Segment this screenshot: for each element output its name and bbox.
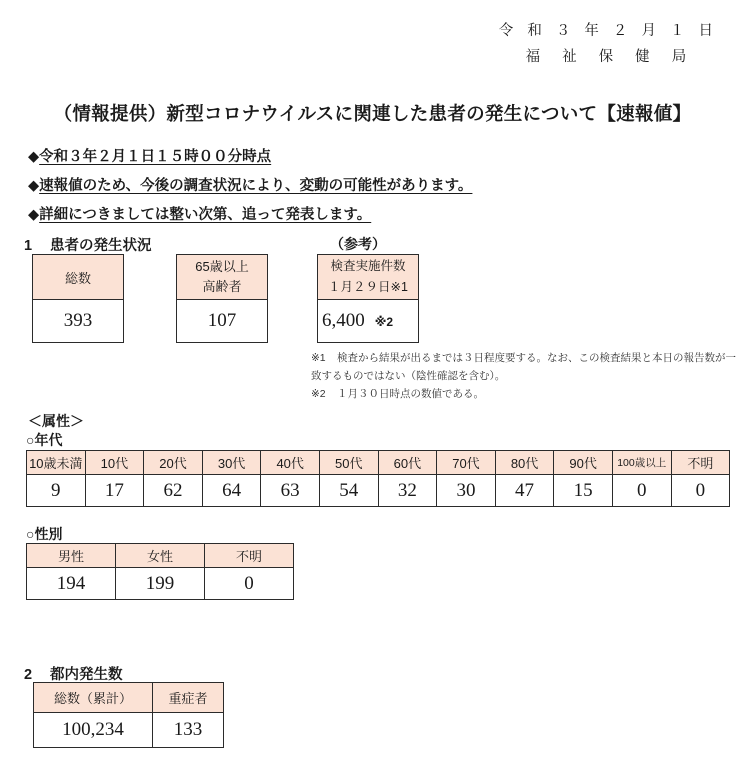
- table-row: [177, 255, 268, 300]
- age-header-cell: 10代: [85, 451, 144, 475]
- age-header-cell: 30代: [202, 451, 261, 475]
- age-value-cell: 32: [378, 475, 437, 507]
- age-header-cell: 80代: [495, 451, 554, 475]
- age-value-cell: 30: [437, 475, 496, 507]
- total-value: 393: [33, 300, 124, 343]
- note-text: 詳細につきましては整い次第、追って発表します。: [39, 207, 372, 223]
- age-header-cell: 20代: [144, 451, 203, 475]
- age-header-cell: 100歳以上: [612, 451, 671, 475]
- header-date: 令 和 ３ 年 ２ 月 １ 日: [498, 23, 718, 39]
- table-row: [177, 300, 268, 343]
- total-cases-table: [32, 254, 124, 343]
- table-row: [33, 255, 124, 300]
- age-value-cell: 63: [261, 475, 320, 507]
- section2-title: 都内発生数: [50, 667, 123, 683]
- age-value-cell: 9: [27, 475, 86, 507]
- tests-value-note: ※2: [374, 315, 394, 329]
- age-value-cell: 15: [554, 475, 613, 507]
- age-group-label: ○年代: [26, 432, 63, 448]
- sex-value-cell: 199: [116, 568, 205, 600]
- tests-header: [318, 255, 419, 300]
- age-value-cell: 54: [319, 475, 378, 507]
- section1-number: 1: [24, 238, 33, 254]
- total-header: 総数: [33, 255, 124, 300]
- footnotes: [311, 349, 741, 403]
- tokyo-cases-table: [33, 682, 224, 748]
- footnote-2-text: １月３０日時点の数値である。: [337, 388, 484, 400]
- elderly-cases-table: [176, 254, 268, 343]
- elderly-header-line2: 高齢者: [202, 279, 242, 294]
- section2-number: 2: [24, 667, 33, 683]
- age-distribution-table: [26, 450, 730, 507]
- footnote-1-label: ※1: [311, 352, 326, 364]
- age-header-cell: 60代: [378, 451, 437, 475]
- age-value-cell: 64: [202, 475, 261, 507]
- table-row: [27, 568, 294, 600]
- notes-list: [28, 143, 472, 230]
- tests-header-line2: １月２９日※1: [328, 280, 408, 294]
- tokyo-value-cell: 133: [153, 713, 224, 748]
- age-header-cell: 70代: [437, 451, 496, 475]
- footnote-1-text: 検査から結果が出るまでは３日程度要する。なお、この検査結果と本日の報告数が一致するものではない（陰性確認を含む）。: [311, 352, 736, 382]
- age-value-cell: 62: [144, 475, 203, 507]
- document-header: [499, 18, 718, 70]
- table-row: [34, 713, 224, 748]
- footnote-2-label: ※2: [311, 388, 326, 400]
- age-value-cell: 17: [85, 475, 144, 507]
- table-row: [318, 255, 419, 300]
- age-header-cell: 50代: [319, 451, 378, 475]
- section2-heading: [24, 663, 123, 684]
- note-line: [28, 143, 472, 172]
- note-line: [28, 172, 472, 201]
- tests-conducted-table: [317, 254, 419, 343]
- note-line: [28, 201, 472, 230]
- age-value-cell: 0: [671, 475, 730, 507]
- tokyo-value-cell: 100,234: [34, 713, 153, 748]
- note-text: 速報値のため、今後の調査状況により、変動の可能性があります。: [39, 178, 473, 194]
- age-header-cell: 40代: [261, 451, 320, 475]
- section1-title: 患者の発生状況: [50, 238, 152, 254]
- age-header-cell: 90代: [554, 451, 613, 475]
- tokyo-header-cell: 総数（累計）: [34, 683, 153, 713]
- header-department: 福 祉 保 健 局: [525, 49, 696, 65]
- elderly-value: 107: [177, 300, 268, 343]
- tests-value-cell: [318, 300, 419, 343]
- diamond-bullet-icon: ◆: [28, 207, 40, 223]
- diamond-bullet-icon: ◆: [28, 178, 40, 194]
- sex-value-cell: 0: [205, 568, 294, 600]
- age-value-cell: 0: [612, 475, 671, 507]
- elderly-header-line1: 65歳以上: [195, 259, 249, 274]
- footnote-2: [311, 385, 741, 403]
- table-row: [318, 300, 419, 343]
- reference-label: （参考）: [330, 236, 386, 252]
- age-value-cell: 47: [495, 475, 554, 507]
- age-header-cell: 不明: [671, 451, 730, 475]
- tests-header-line1: 検査実施件数: [330, 259, 406, 273]
- sex-header-cell: 女性: [116, 544, 205, 568]
- sex-header-cell: 男性: [27, 544, 116, 568]
- attributes-label: ＜属性＞: [28, 413, 84, 429]
- diamond-bullet-icon: ◆: [28, 149, 40, 165]
- tokyo-header-cell: 重症者: [153, 683, 224, 713]
- table-header-row: [27, 451, 730, 475]
- section1-heading: [24, 234, 152, 255]
- sex-value-cell: 194: [27, 568, 116, 600]
- table-row: [27, 475, 730, 507]
- page-title: （情報提供）新型コロナウイルスに関連した患者の発生について【速報値】: [53, 103, 692, 124]
- table-header-row: [27, 544, 294, 568]
- footnote-1: [311, 349, 741, 385]
- sex-label: ○性別: [26, 526, 63, 542]
- note-text: 令和３年２月１日１５時００分時点: [39, 149, 272, 165]
- elderly-header: [177, 255, 268, 300]
- table-header-row: [34, 683, 224, 713]
- tests-value: 6,400: [322, 310, 365, 331]
- table-row: [33, 300, 124, 343]
- sex-distribution-table: [26, 543, 294, 600]
- sex-header-cell: 不明: [205, 544, 294, 568]
- age-header-cell: 10歳未満: [27, 451, 86, 475]
